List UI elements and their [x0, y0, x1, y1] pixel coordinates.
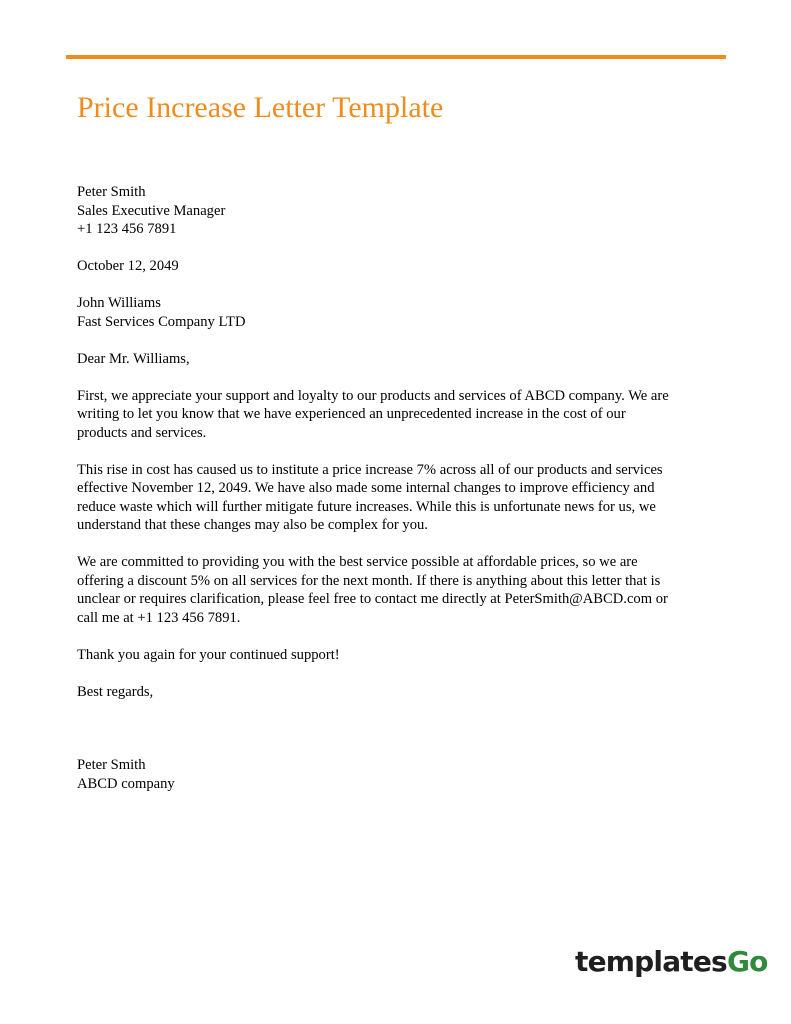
signature-block	[77, 756, 717, 793]
paragraph-line: reduce waste which will further mitigate future increases. While this is unfortunate news for us, we	[77, 498, 656, 515]
thanks-block	[77, 646, 717, 665]
paragraph-line: call me at +1 123 456 7891.	[77, 609, 241, 626]
sender-name: Peter Smith	[77, 184, 146, 200]
paragraph-1	[77, 387, 717, 443]
signature-company: ABCD company	[77, 775, 175, 792]
date-block	[77, 257, 717, 276]
top-accent-rule	[66, 55, 726, 59]
paragraph-line: We are committed to providing you with the best service possible at affordable prices, so we are	[77, 554, 638, 570]
paragraph-line: writing to let you know that we have experienced an unprecedented increase in the cost of our	[77, 406, 626, 422]
paragraph-line: effective November 12, 2049. We have also made some internal changes to improve efficiency and	[77, 480, 655, 496]
signature-name: Peter Smith	[77, 757, 146, 773]
recipient-block	[77, 294, 717, 331]
logo-text-templates: templates	[575, 945, 727, 978]
sender-position: Sales Executive Manager	[77, 202, 226, 219]
salutation-block	[77, 350, 717, 369]
paragraph-2	[77, 461, 717, 535]
paragraph-3	[77, 553, 717, 627]
paragraph-line: This rise in cost has caused us to institute a price increase 7% across all of our products and services	[77, 461, 663, 478]
recipient-company: Fast Services Company LTD	[77, 313, 246, 330]
sender-phone: +1 123 456 7891	[77, 221, 177, 237]
logo-text-go: Go	[726, 945, 768, 978]
thanks-line: Thank you again for your continued support!	[77, 646, 340, 663]
sender-block	[77, 183, 717, 239]
salutation: Dear Mr. Williams,	[77, 350, 190, 367]
letter-body	[77, 183, 717, 812]
letter-date: October 12, 2049	[77, 258, 179, 274]
recipient-name: John Williams	[77, 295, 161, 311]
closing-block	[77, 683, 717, 702]
paragraph-line: products and services.	[77, 424, 207, 441]
document-title: Price Increase Letter Template	[77, 91, 444, 124]
templatesgo-logo	[575, 944, 768, 980]
paragraph-line: understand that these changes may also be complex for you.	[77, 517, 428, 533]
paragraph-line: unclear or requires clarification, please feel free to contact me directly at PeterSmith@ABCD.com or	[77, 591, 668, 607]
paragraph-line: First, we appreciate your support and loyalty to our products and services of ABCD company. We are	[77, 387, 669, 404]
paragraph-line: offering a discount 5% on all services for the next month. If there is anything about this letter that is	[77, 572, 661, 589]
closing-line: Best regards,	[77, 683, 154, 700]
